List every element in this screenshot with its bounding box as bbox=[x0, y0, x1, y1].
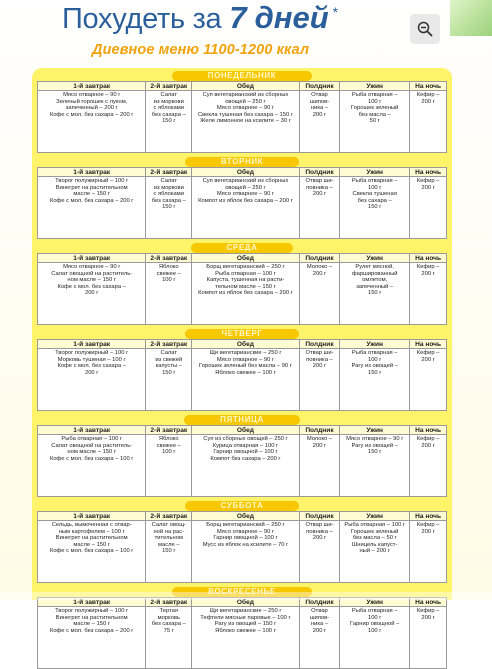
meal-line: Шницель капуст- bbox=[351, 541, 398, 548]
meal-line: Мясо отварное – 90 г bbox=[346, 436, 404, 442]
meal-line: 100 г bbox=[367, 184, 382, 191]
meal-line: ника – bbox=[310, 621, 329, 628]
meal-line: Мусс из яблок на ксилите – 70 г bbox=[202, 541, 289, 548]
meal-line: Курица отварная – 100 г bbox=[212, 442, 279, 449]
meal-line: 100 г bbox=[367, 614, 382, 621]
meal-line: Яблоко свежее – 100 г bbox=[215, 369, 276, 376]
zoom-out-button[interactable] bbox=[410, 14, 440, 44]
meal-line: 200 г bbox=[312, 191, 327, 198]
meal-line: 200 г bbox=[421, 98, 435, 105]
meal-line: Мясо отварное – 90 г bbox=[216, 191, 275, 198]
bottom-fade bbox=[0, 592, 492, 600]
column-header: На ночь bbox=[410, 426, 447, 435]
meal-cell bbox=[410, 435, 447, 497]
meal-cell bbox=[38, 435, 146, 497]
meal-line: масле – 150 г bbox=[73, 541, 110, 548]
day-band bbox=[37, 70, 447, 81]
meal-line: 200 г bbox=[312, 270, 327, 277]
day-table bbox=[37, 253, 447, 325]
meal-line: без сахара – bbox=[151, 621, 186, 628]
meal-line: Кефир – bbox=[416, 178, 440, 184]
column-header: 1-й завтрак bbox=[38, 426, 146, 435]
meal-line: капусты – bbox=[155, 363, 182, 370]
meal-line: повника – bbox=[306, 356, 333, 363]
column-header: Ужин bbox=[340, 82, 410, 91]
meal-line: свежее – bbox=[156, 442, 181, 449]
meal-line: Рыба отварная – bbox=[351, 608, 398, 614]
meal-cell bbox=[192, 177, 300, 239]
meal-cell bbox=[38, 263, 146, 325]
meal-line: омлетом, bbox=[362, 277, 388, 284]
column-header: На ночь bbox=[410, 598, 447, 607]
meal-line: 150 г bbox=[367, 204, 382, 211]
meal-line: Мясо отварное – 90 г bbox=[63, 264, 121, 270]
page-title bbox=[62, 0, 422, 44]
meal-cell bbox=[192, 91, 300, 153]
header-row bbox=[38, 512, 447, 521]
meal-line: Суп из сборных овощей – 250 г bbox=[203, 436, 288, 442]
column-header: Ужин bbox=[340, 598, 410, 607]
meal-line: 75 г bbox=[163, 627, 174, 634]
meal-line: 100 г bbox=[367, 627, 382, 634]
day-band bbox=[37, 156, 447, 167]
meal-line: Кофе с мол. без сахара – 100 г bbox=[49, 455, 134, 462]
meal-line: 200 г bbox=[421, 356, 435, 363]
zoom-out-icon bbox=[416, 20, 434, 38]
column-header: Ужин bbox=[340, 254, 410, 263]
meal-line: Отвар ши- bbox=[305, 522, 334, 528]
meal-line: с яблоками bbox=[153, 105, 185, 112]
meal-line: без масла – bbox=[358, 111, 391, 118]
meal-cell bbox=[38, 349, 146, 411]
meal-line: масле – 150 г bbox=[73, 621, 110, 628]
day-table bbox=[37, 81, 447, 153]
meal-line: Яблоко bbox=[158, 436, 179, 442]
meal-line: 200 г bbox=[421, 614, 435, 621]
meal-line: 50 г bbox=[369, 118, 380, 125]
column-header: 2-й завтрак bbox=[146, 82, 192, 91]
meal-line: 150 г bbox=[367, 449, 382, 456]
meal-cell bbox=[340, 177, 410, 239]
day-band bbox=[37, 414, 447, 425]
meal-line: повника – bbox=[306, 184, 333, 191]
meal-line: Салат bbox=[160, 92, 178, 98]
meal-line: Сельдь, вымоченная с отвар- bbox=[51, 522, 132, 528]
meal-line: Рулет мясной, bbox=[355, 264, 394, 270]
meal-line: овощей – 250 г bbox=[225, 98, 266, 105]
meal-line: 200 г bbox=[421, 270, 435, 277]
table-row bbox=[38, 91, 447, 153]
meal-cell bbox=[38, 91, 146, 153]
column-header: Обед bbox=[192, 598, 300, 607]
meal-line: Кофе с мол. без сахара – 200 г bbox=[49, 627, 134, 634]
meal-line: 200 г bbox=[421, 528, 435, 535]
meal-line: 150 г bbox=[367, 290, 382, 297]
column-header: Полдник bbox=[299, 168, 339, 177]
column-header: Обед bbox=[192, 512, 300, 521]
column-header: Полдник bbox=[299, 340, 339, 349]
column-header: 2-й завтрак bbox=[146, 340, 192, 349]
meal-line: 200 г bbox=[312, 535, 327, 542]
meal-line: Гарнир овощной – 100 г bbox=[213, 449, 278, 456]
meal-line: фаршированный bbox=[351, 270, 398, 277]
day-band bbox=[37, 328, 447, 339]
meal-line: Горошек зеленый bbox=[351, 105, 399, 112]
meal-line: Салат овощной на раститель- bbox=[51, 270, 133, 277]
meal-line: тельном масле – 150 г bbox=[215, 283, 276, 290]
meal-line: Капуста, тушенная на расти- bbox=[206, 277, 285, 284]
day-name: ЧЕТВЕРГ bbox=[185, 329, 298, 339]
meal-line: 150 г bbox=[162, 548, 176, 555]
meal-line: ника – bbox=[310, 105, 329, 112]
meal-line: Кофе с мол. без сахара – 200 г bbox=[49, 197, 134, 204]
header-row bbox=[38, 340, 447, 349]
column-header: Полдник bbox=[299, 254, 339, 263]
meal-line: Кофе с мол. без сахара – bbox=[57, 363, 126, 370]
column-header: На ночь bbox=[410, 254, 447, 263]
meal-line: 150 г bbox=[162, 118, 176, 125]
day-name: ПЯТНИЦА bbox=[184, 415, 300, 425]
column-header: 2-й завтрак bbox=[146, 254, 192, 263]
meal-line: шипов- bbox=[309, 98, 330, 105]
column-header: На ночь bbox=[410, 512, 447, 521]
meal-line: Суп вегетарианский из сборных bbox=[202, 178, 289, 184]
header-row bbox=[38, 254, 447, 263]
meal-line: Отвар ши- bbox=[305, 178, 334, 184]
meal-line: Творог полужирный – 100 г bbox=[55, 178, 129, 184]
meal-cell bbox=[192, 349, 300, 411]
meal-line: Кефир – bbox=[416, 436, 440, 442]
day-band bbox=[37, 500, 447, 511]
meal-line: Кефир – bbox=[416, 264, 440, 270]
meal-line: Свекла тушеная без сахара – 150 г bbox=[197, 111, 293, 118]
meal-line: Желе лимонное на ксилите – 30 г bbox=[200, 118, 291, 125]
meal-line: Яблоко свежее – 100 г bbox=[215, 627, 276, 634]
meal-line: Кефир – bbox=[416, 350, 440, 356]
column-header: На ночь bbox=[410, 82, 447, 91]
meal-line: 200 г bbox=[312, 111, 327, 118]
meal-line: повника – bbox=[306, 528, 333, 535]
meal-line: Молоко – bbox=[306, 436, 333, 442]
meal-line: ном масле – 150 г bbox=[67, 449, 116, 456]
meal-cell bbox=[146, 435, 192, 497]
meal-line: Борщ вегетарианский – 250 г bbox=[206, 522, 285, 528]
meal-cell bbox=[299, 177, 339, 239]
column-header: Обед bbox=[192, 340, 300, 349]
column-header: 1-й завтрак bbox=[38, 512, 146, 521]
meal-line: 150 г bbox=[162, 204, 176, 211]
day-name: СУББОТА bbox=[185, 501, 300, 511]
meal-line: Компот без сахара – 200 г bbox=[210, 455, 281, 462]
meal-cell bbox=[146, 607, 192, 669]
meal-cell bbox=[146, 263, 192, 325]
meal-line: Свекла тушеная bbox=[352, 191, 397, 198]
meal-line: Винегрет на растительном bbox=[55, 614, 128, 621]
meal-line: без сахара – bbox=[357, 197, 392, 204]
meal-cell bbox=[340, 349, 410, 411]
meal-line: 200 г bbox=[84, 369, 99, 376]
title-days: дней bbox=[254, 0, 329, 35]
meal-line: Салат овощ- bbox=[151, 522, 186, 528]
meal-cell bbox=[192, 607, 300, 669]
day-name: ВТОРНИК bbox=[185, 157, 299, 167]
column-header: 2-й завтрак bbox=[146, 426, 192, 435]
meal-line: ном масле – 150 г bbox=[67, 277, 116, 284]
meal-line: 200 г bbox=[84, 290, 99, 297]
meal-line: Отвар ши- bbox=[305, 350, 334, 356]
meal-line: Горошек зеленый bbox=[351, 528, 399, 535]
meal-line: Кефир – bbox=[416, 522, 440, 528]
meal-line: Щи вегетарианские – 250 г bbox=[209, 350, 282, 356]
column-header: 1-й завтрак bbox=[38, 598, 146, 607]
meal-line: Рагу из овощей – 150 г bbox=[214, 621, 277, 628]
table-row bbox=[38, 263, 447, 325]
column-header: 1-й завтрак bbox=[38, 254, 146, 263]
meal-line: свежее – bbox=[156, 270, 181, 277]
meal-line: Кофе с мол. без сахара – 200 г bbox=[49, 111, 134, 118]
meal-cell bbox=[410, 177, 447, 239]
meal-line: 200 г bbox=[421, 442, 435, 449]
meal-cell bbox=[38, 521, 146, 583]
meal-line: запеченный – bbox=[356, 283, 394, 290]
meal-line: Кефир – bbox=[416, 92, 440, 98]
column-header: Полдник bbox=[299, 82, 339, 91]
meal-line: Яблоко bbox=[158, 264, 179, 270]
day-name: ПОНЕДЕЛЬНИК bbox=[172, 71, 313, 81]
meal-line: Рыба отварная – 100 г bbox=[344, 522, 406, 528]
meal-cell bbox=[340, 435, 410, 497]
meal-line: Морковь тушеная – 100 г bbox=[57, 356, 126, 363]
meal-line: Рагу из овощей – bbox=[351, 363, 398, 370]
meal-cell bbox=[192, 435, 300, 497]
day-table bbox=[37, 167, 447, 239]
meal-line: Рыба отварная – bbox=[351, 350, 398, 356]
meal-line: ным картофелем – 100 г bbox=[58, 528, 125, 535]
meal-line: без сахара – bbox=[151, 111, 186, 118]
table-row bbox=[38, 177, 447, 239]
meal-cell bbox=[299, 263, 339, 325]
column-header: На ночь bbox=[410, 340, 447, 349]
column-header: 2-й завтрак bbox=[146, 512, 192, 521]
meal-line: Винегрет на растительном bbox=[55, 535, 128, 542]
meal-line: Компот из яблок без сахара – 200 г bbox=[198, 197, 293, 204]
meal-line: Щи вегетарианские – 250 г bbox=[209, 608, 282, 614]
day-band bbox=[37, 242, 447, 253]
meal-cell bbox=[146, 91, 192, 153]
column-header: Полдник bbox=[299, 598, 339, 607]
meal-line: Кефир – bbox=[416, 608, 440, 614]
column-header: Обед bbox=[192, 254, 300, 263]
meal-line: Рагу из овощей – bbox=[351, 442, 398, 449]
meal-line: Гарнир овощной – bbox=[350, 621, 400, 628]
meal-cell bbox=[340, 521, 410, 583]
meal-line: Тефтели мясные паровые – 100 г bbox=[200, 614, 291, 621]
meal-line: 100 г bbox=[367, 98, 382, 105]
meal-line: 200 г bbox=[312, 363, 327, 370]
column-header: 1-й завтрак bbox=[38, 168, 146, 177]
column-header: 2-й завтрак bbox=[146, 168, 192, 177]
weekly-menu bbox=[32, 68, 452, 634]
day-table bbox=[37, 425, 447, 497]
meal-line: без масла – 50 г bbox=[352, 535, 397, 542]
meal-cell bbox=[410, 263, 447, 325]
table-row bbox=[38, 607, 447, 669]
meal-line: Рыба отварная – 100 г bbox=[61, 436, 123, 442]
meal-line: без сахара – bbox=[151, 197, 186, 204]
meal-cell bbox=[340, 91, 410, 153]
meal-cell bbox=[38, 607, 146, 669]
meal-line: 200 г bbox=[312, 442, 327, 449]
day-table bbox=[37, 597, 447, 669]
meal-line: Кофе с мол. без сахара – 100 г bbox=[49, 548, 134, 555]
decorative-leaf-strip bbox=[450, 0, 492, 36]
meal-line: Мясо отварное – 90 г bbox=[216, 356, 275, 363]
title-footnote-star: * bbox=[332, 4, 339, 20]
page-subtitle: Диевное меню 1100-1200 ккал bbox=[92, 42, 310, 58]
meal-line: с яблоками bbox=[153, 191, 185, 198]
meal-line: масле – bbox=[157, 541, 180, 548]
meal-line: запеченный – 200 г bbox=[65, 105, 118, 112]
meal-line: Творог полужирный – 100 г bbox=[55, 608, 129, 614]
meal-line: Рыба отварная – bbox=[351, 92, 398, 98]
meal-line: Борщ вегетарианский – 250 г bbox=[206, 264, 285, 270]
table-row bbox=[38, 435, 447, 497]
meal-line: Рыба отварная – bbox=[351, 178, 398, 184]
column-header: Ужин bbox=[340, 426, 410, 435]
meal-line: Винегрет на растительном bbox=[55, 184, 128, 191]
header-row bbox=[38, 82, 447, 91]
meal-cell bbox=[299, 91, 339, 153]
meal-line: Суп вегетарианский из сборных bbox=[202, 92, 289, 98]
title-number: 7 bbox=[229, 0, 247, 35]
meal-line: ный – 200 г bbox=[359, 548, 390, 555]
column-header: Ужин bbox=[340, 512, 410, 521]
meal-cell bbox=[299, 607, 339, 669]
column-header: Обед bbox=[192, 82, 300, 91]
meal-cell bbox=[340, 607, 410, 669]
day-table bbox=[37, 511, 447, 583]
meal-cell bbox=[299, 521, 339, 583]
column-header: Ужин bbox=[340, 340, 410, 349]
column-header: Полдник bbox=[299, 426, 339, 435]
column-header: Обед bbox=[192, 168, 300, 177]
meal-line: 100 г bbox=[162, 277, 176, 284]
meal-line: 150 г bbox=[162, 369, 176, 376]
title-text: Похудеть за bbox=[62, 3, 222, 35]
table-row bbox=[38, 521, 447, 583]
meal-line: Салат овощной на раститель- bbox=[51, 442, 133, 449]
header-row bbox=[38, 168, 447, 177]
column-header: 1-й завтрак bbox=[38, 340, 146, 349]
meal-cell bbox=[410, 91, 447, 153]
meal-cell bbox=[38, 177, 146, 239]
meal-line: Мясо отварное – 90 г bbox=[63, 92, 121, 98]
meal-cell bbox=[410, 521, 447, 583]
meal-line: морковь bbox=[157, 614, 180, 621]
meal-line: из моркови bbox=[153, 98, 184, 105]
meal-line: из свежей bbox=[155, 356, 183, 363]
meal-line: из моркови bbox=[153, 184, 184, 191]
meal-line: Рыба отварная – 100 г bbox=[215, 270, 276, 277]
table-row bbox=[38, 349, 447, 411]
meal-line: Тертая bbox=[159, 608, 179, 614]
meal-cell bbox=[146, 349, 192, 411]
meal-line: тительном bbox=[154, 535, 183, 542]
meal-cell bbox=[192, 263, 300, 325]
meal-line: Гарнир овощной – 100 г bbox=[213, 535, 278, 542]
meal-line: шипов- bbox=[309, 614, 330, 621]
meal-line: Творог полужирный – 100 г bbox=[55, 350, 129, 356]
day-name: ВОСКРЕСЕНЬЕ bbox=[172, 587, 312, 597]
header-row bbox=[38, 426, 447, 435]
meal-line: Отвар bbox=[311, 92, 328, 98]
meal-cell bbox=[410, 349, 447, 411]
meal-cell bbox=[146, 177, 192, 239]
meal-line: Компот из яблок без сахара – 200 г bbox=[198, 290, 293, 297]
column-header: Обед bbox=[192, 426, 300, 435]
meal-line: Салат bbox=[160, 178, 178, 184]
column-header: Ужин bbox=[340, 168, 410, 177]
meal-cell bbox=[192, 521, 300, 583]
meal-line: 100 г bbox=[162, 449, 176, 456]
meal-cell bbox=[299, 435, 339, 497]
meal-line: ной на рас- bbox=[153, 528, 185, 535]
meal-line: Молоко – bbox=[306, 264, 333, 270]
column-header: 1-й завтрак bbox=[38, 82, 146, 91]
meal-cell bbox=[410, 607, 447, 669]
meal-line: овощей – 250 г bbox=[225, 184, 266, 191]
meal-line: 100 г bbox=[367, 356, 382, 363]
meal-line: Кофе с мол. без сахара – bbox=[57, 283, 126, 290]
meal-cell bbox=[299, 349, 339, 411]
meal-line: 200 г bbox=[312, 627, 327, 634]
meal-line: Мясо отварное – 90 г bbox=[216, 528, 275, 535]
meal-line: Отвар bbox=[311, 608, 328, 614]
meal-line: 150 г bbox=[367, 369, 382, 376]
day-table bbox=[37, 339, 447, 411]
meal-line: Горошек зеленый без масла – 90 г bbox=[199, 363, 292, 370]
column-header: 2-й завтрак bbox=[146, 598, 192, 607]
meal-line: масле – 150 г bbox=[73, 191, 110, 198]
column-header: Полдник bbox=[299, 512, 339, 521]
meal-line: 200 г bbox=[421, 184, 435, 191]
meal-line: Салат bbox=[160, 350, 178, 356]
meal-line: Зеленый горошек с луком, bbox=[56, 98, 128, 105]
meal-cell bbox=[146, 521, 192, 583]
meal-line: Мясо отварное – 90 г bbox=[216, 105, 275, 112]
column-header: На ночь bbox=[410, 168, 447, 177]
meal-cell bbox=[340, 263, 410, 325]
day-name: СРЕДА bbox=[191, 243, 294, 253]
